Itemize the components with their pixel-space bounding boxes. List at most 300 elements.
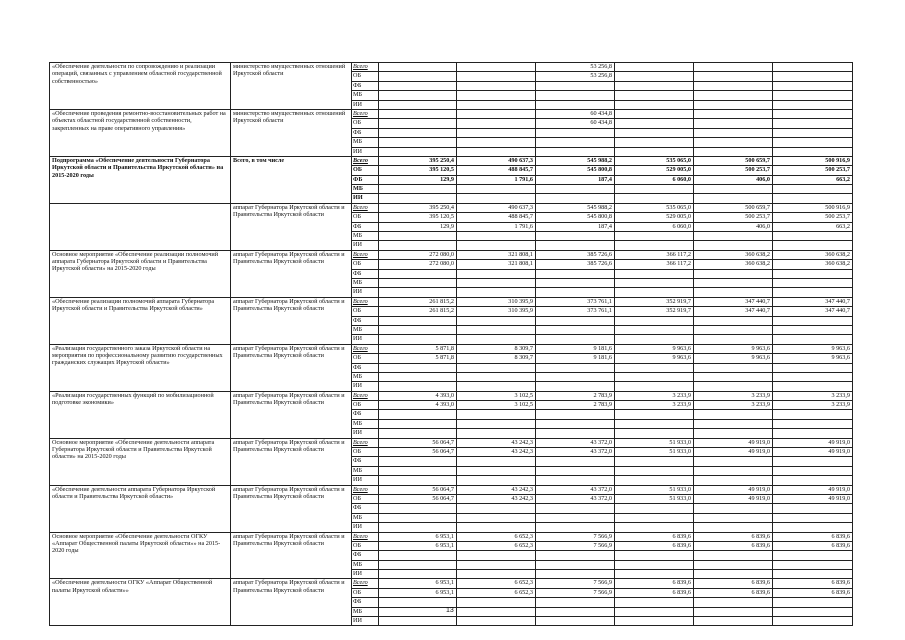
amount-cell <box>457 429 536 438</box>
amount-cell <box>536 513 615 522</box>
amount-cell <box>615 241 694 250</box>
amount-cell: 488 845,7 <box>457 213 536 222</box>
amount-cell <box>615 457 694 466</box>
funding-source-cell: ФБ <box>352 363 379 372</box>
amount-cell: 43 372,0 <box>536 494 615 503</box>
amount-cell <box>773 551 853 560</box>
funding-source-cell: ФБ <box>352 316 379 325</box>
funding-source-cell: МБ <box>352 513 379 522</box>
amount-cell: 60 434,8 <box>536 109 615 118</box>
amount-cell <box>694 232 773 241</box>
amount-cell <box>457 232 536 241</box>
amount-cell <box>615 382 694 391</box>
amount-cell: 7 566,9 <box>536 541 615 550</box>
amount-cell <box>457 185 536 194</box>
amount-cell: 310 395,9 <box>457 307 536 316</box>
amount-cell <box>773 363 853 372</box>
funding-source-cell: ИИ <box>352 147 379 156</box>
executor-cell: аппарат Губернатора Иркутской области и Правительства Иркутской области <box>231 485 352 532</box>
amount-cell: 49 919,0 <box>773 438 853 447</box>
funding-source-cell: ФБ <box>352 551 379 560</box>
funding-source-cell: МБ <box>352 325 379 334</box>
amount-cell: 43 372,0 <box>536 438 615 447</box>
executor-cell: министерство имущественных отношений Иркутской области <box>231 109 352 156</box>
amount-cell <box>615 232 694 241</box>
amount-cell: 49 919,0 <box>694 438 773 447</box>
program-name-cell: «Реализация государственного заказа Иркутской области на мероприятия по профессиональному развитию государственных гражданских служащих Иркутской области» <box>50 344 231 391</box>
amount-cell <box>536 288 615 297</box>
amount-cell: 9 963,6 <box>615 344 694 353</box>
amount-cell <box>615 372 694 381</box>
funding-source-cell: ОБ <box>352 401 379 410</box>
amount-cell <box>379 429 457 438</box>
amount-cell <box>457 372 536 381</box>
amount-cell <box>536 241 615 250</box>
amount-cell <box>379 278 457 287</box>
table-row <box>50 532 853 541</box>
funding-source-cell: Всего <box>352 532 379 541</box>
amount-cell <box>694 429 773 438</box>
amount-cell <box>694 119 773 128</box>
amount-cell <box>773 194 853 203</box>
program-name-cell: Подпрограмма «Обеспечение деятельности Губернатора Иркутской области и Правительства Иркутской области» на 2015-2020 годы <box>50 156 231 203</box>
program-name-cell: «Реализация государственных функций по мобилизационной подготовке экономики» <box>50 391 231 438</box>
amount-cell: 500 916,9 <box>773 156 853 165</box>
amount-cell <box>694 457 773 466</box>
amount-cell <box>379 551 457 560</box>
funding-source-cell: МБ <box>352 466 379 475</box>
amount-cell: 490 637,3 <box>457 203 536 212</box>
executor-cell: аппарат Губернатора Иркутской области и Правительства Иркутской области <box>231 344 352 391</box>
amount-cell <box>457 147 536 156</box>
funding-source-cell: ФБ <box>352 504 379 513</box>
amount-cell <box>457 100 536 109</box>
amount-cell <box>379 325 457 334</box>
funding-source-cell: МБ <box>352 372 379 381</box>
amount-cell: 347 440,7 <box>773 297 853 306</box>
amount-cell <box>457 419 536 428</box>
amount-cell <box>773 598 853 607</box>
amount-cell: 500 253,7 <box>694 166 773 175</box>
amount-cell: 51 933,0 <box>615 438 694 447</box>
funding-source-cell: ИИ <box>352 476 379 485</box>
amount-cell <box>457 382 536 391</box>
amount-cell <box>379 523 457 532</box>
amount-cell <box>457 194 536 203</box>
funding-source-cell: ОБ <box>352 448 379 457</box>
amount-cell <box>773 466 853 475</box>
amount-cell <box>694 316 773 325</box>
funding-source-cell: ФБ <box>352 81 379 90</box>
amount-cell <box>615 128 694 137</box>
amount-cell <box>457 523 536 532</box>
amount-cell <box>536 335 615 344</box>
amount-cell: 53 256,8 <box>536 63 615 72</box>
amount-cell <box>694 419 773 428</box>
amount-cell: 49 919,0 <box>773 448 853 457</box>
funding-source-cell: МБ <box>352 560 379 569</box>
amount-cell: 6 839,6 <box>773 579 853 588</box>
amount-cell <box>694 288 773 297</box>
amount-cell <box>694 269 773 278</box>
amount-cell: 4 393,0 <box>379 391 457 400</box>
amount-cell <box>694 513 773 522</box>
amount-cell <box>536 372 615 381</box>
amount-cell: 272 080,0 <box>379 250 457 259</box>
amount-cell: 6 060,0 <box>615 222 694 231</box>
amount-cell <box>773 100 853 109</box>
amount-cell <box>773 185 853 194</box>
amount-cell <box>615 419 694 428</box>
amount-cell <box>694 63 773 72</box>
amount-cell: 56 064,7 <box>379 485 457 494</box>
amount-cell <box>379 457 457 466</box>
funding-source-cell: ИИ <box>352 241 379 250</box>
amount-cell <box>773 288 853 297</box>
amount-cell <box>773 109 853 118</box>
amount-cell: 490 637,3 <box>457 156 536 165</box>
amount-cell <box>694 81 773 90</box>
amount-cell <box>615 100 694 109</box>
amount-cell <box>694 570 773 579</box>
amount-cell: 49 919,0 <box>773 485 853 494</box>
amount-cell <box>773 607 853 616</box>
amount-cell: 261 815,2 <box>379 307 457 316</box>
amount-cell <box>615 560 694 569</box>
funding-source-cell: Всего <box>352 485 379 494</box>
funding-source-cell: ИИ <box>352 617 379 626</box>
amount-cell <box>536 523 615 532</box>
table-body <box>50 63 853 626</box>
amount-cell: 9 963,6 <box>615 354 694 363</box>
program-name-cell <box>50 203 231 250</box>
amount-cell: 395 250,4 <box>379 203 457 212</box>
amount-cell <box>694 372 773 381</box>
amount-cell: 6 953,1 <box>379 579 457 588</box>
amount-cell: 6 060,0 <box>615 175 694 184</box>
executor-cell: аппарат Губернатора Иркутской области и Правительства Иркутской области <box>231 532 352 579</box>
funding-source-cell: Всего <box>352 344 379 353</box>
amount-cell: 60 434,8 <box>536 119 615 128</box>
amount-cell: 3 233,9 <box>773 401 853 410</box>
program-name-cell: «Обеспечение деятельности ОГКУ «Аппарат Общественной палаты Иркутской области»» <box>50 579 231 626</box>
amount-cell <box>615 513 694 522</box>
amount-cell: 3 233,9 <box>773 391 853 400</box>
amount-cell: 6 652,3 <box>457 579 536 588</box>
amount-cell <box>773 241 853 250</box>
amount-cell: 187,4 <box>536 175 615 184</box>
amount-cell <box>773 504 853 513</box>
amount-cell <box>379 100 457 109</box>
program-name-cell: «Обеспечение проведения ремонтно-восстановительных работ на объектах областной государственной собственности, закрепленных на праве оперативного управления» <box>50 109 231 156</box>
amount-cell: 6 839,6 <box>773 541 853 550</box>
amount-cell <box>615 335 694 344</box>
funding-source-cell: ОБ <box>352 307 379 316</box>
amount-cell <box>379 119 457 128</box>
amount-cell <box>615 109 694 118</box>
amount-cell <box>457 119 536 128</box>
amount-cell <box>615 147 694 156</box>
amount-cell <box>457 513 536 522</box>
amount-cell <box>457 109 536 118</box>
amount-cell: 366 117,2 <box>615 260 694 269</box>
amount-cell <box>773 232 853 241</box>
amount-cell: 129,9 <box>379 222 457 231</box>
amount-cell: 545 988,2 <box>536 156 615 165</box>
amount-cell <box>694 598 773 607</box>
amount-cell: 545 800,8 <box>536 166 615 175</box>
amount-cell <box>694 476 773 485</box>
amount-cell: 8 309,7 <box>457 354 536 363</box>
amount-cell <box>615 429 694 438</box>
amount-cell <box>457 316 536 325</box>
amount-cell <box>615 607 694 616</box>
funding-source-cell: ОБ <box>352 260 379 269</box>
amount-cell <box>457 457 536 466</box>
amount-cell: 8 309,7 <box>457 344 536 353</box>
funding-source-cell: ФБ <box>352 222 379 231</box>
amount-cell <box>536 269 615 278</box>
table-row <box>50 391 853 400</box>
amount-cell <box>379 419 457 428</box>
amount-cell: 3 233,9 <box>615 391 694 400</box>
funding-source-cell: Всего <box>352 250 379 259</box>
amount-cell: 6 839,6 <box>773 532 853 541</box>
amount-cell <box>536 617 615 626</box>
amount-cell <box>694 147 773 156</box>
amount-cell: 2 783,9 <box>536 401 615 410</box>
amount-cell <box>536 504 615 513</box>
amount-cell: 6 839,6 <box>773 588 853 597</box>
amount-cell <box>694 325 773 334</box>
amount-cell: 7 566,9 <box>536 532 615 541</box>
executor-cell: аппарат Губернатора Иркутской области и Правительства Иркутской области <box>231 438 352 485</box>
amount-cell <box>536 81 615 90</box>
amount-cell: 535 065,0 <box>615 203 694 212</box>
amount-cell <box>536 382 615 391</box>
funding-source-cell: МБ <box>352 232 379 241</box>
amount-cell: 488 845,7 <box>457 166 536 175</box>
amount-cell <box>457 570 536 579</box>
amount-cell <box>457 560 536 569</box>
amount-cell <box>379 335 457 344</box>
funding-source-cell: ОБ <box>352 588 379 597</box>
amount-cell: 51 933,0 <box>615 448 694 457</box>
amount-cell: 9 963,6 <box>694 354 773 363</box>
amount-cell: 5 871,8 <box>379 344 457 353</box>
amount-cell <box>536 100 615 109</box>
amount-cell: 6 839,6 <box>615 588 694 597</box>
amount-cell: 395 120,5 <box>379 213 457 222</box>
amount-cell: 43 372,0 <box>536 448 615 457</box>
amount-cell <box>457 504 536 513</box>
amount-cell <box>773 147 853 156</box>
amount-cell <box>773 382 853 391</box>
amount-cell: 406,0 <box>694 222 773 231</box>
funding-source-cell: ИИ <box>352 335 379 344</box>
amount-cell <box>457 410 536 419</box>
amount-cell <box>379 617 457 626</box>
amount-cell <box>773 513 853 522</box>
amount-cell: 1 791,6 <box>457 175 536 184</box>
amount-cell: 6 953,1 <box>379 532 457 541</box>
amount-cell <box>379 570 457 579</box>
amount-cell <box>694 72 773 81</box>
amount-cell <box>773 119 853 128</box>
amount-cell: 545 800,8 <box>536 213 615 222</box>
funding-source-cell: ФБ <box>352 457 379 466</box>
amount-cell <box>536 316 615 325</box>
amount-cell: 43 242,3 <box>457 485 536 494</box>
amount-cell: 43 372,0 <box>536 485 615 494</box>
amount-cell: 6 839,6 <box>615 579 694 588</box>
table-row <box>50 579 853 588</box>
funding-source-cell: Всего <box>352 156 379 165</box>
amount-cell <box>773 278 853 287</box>
amount-cell <box>694 607 773 616</box>
budget-table <box>49 62 853 626</box>
amount-cell <box>379 147 457 156</box>
amount-cell <box>457 128 536 137</box>
amount-cell <box>457 363 536 372</box>
amount-cell <box>536 457 615 466</box>
amount-cell <box>615 617 694 626</box>
amount-cell <box>379 513 457 522</box>
amount-cell <box>694 241 773 250</box>
amount-cell: 4 393,0 <box>379 401 457 410</box>
amount-cell <box>457 138 536 147</box>
amount-cell <box>457 466 536 475</box>
amount-cell <box>773 81 853 90</box>
amount-cell <box>536 551 615 560</box>
amount-cell <box>773 560 853 569</box>
amount-cell: 3 233,9 <box>615 401 694 410</box>
amount-cell <box>457 288 536 297</box>
amount-cell: 373 761,1 <box>536 297 615 306</box>
amount-cell <box>615 598 694 607</box>
funding-source-cell: ФБ <box>352 598 379 607</box>
table-row <box>50 344 853 353</box>
amount-cell <box>379 269 457 278</box>
funding-source-cell: ФБ <box>352 128 379 137</box>
funding-source-cell: ОБ <box>352 119 379 128</box>
amount-cell <box>615 138 694 147</box>
funding-source-cell: Всего <box>352 579 379 588</box>
amount-cell: 3 233,9 <box>694 401 773 410</box>
amount-cell: 347 440,7 <box>694 307 773 316</box>
amount-cell: 6 839,6 <box>694 532 773 541</box>
amount-cell <box>615 570 694 579</box>
amount-cell: 545 988,2 <box>536 203 615 212</box>
table-row <box>50 250 853 259</box>
amount-cell <box>694 100 773 109</box>
amount-cell <box>694 504 773 513</box>
amount-cell <box>379 363 457 372</box>
amount-cell: 385 726,6 <box>536 260 615 269</box>
amount-cell <box>615 269 694 278</box>
amount-cell <box>379 232 457 241</box>
amount-cell: 500 253,7 <box>773 166 853 175</box>
funding-source-cell: МБ <box>352 419 379 428</box>
funding-source-cell: МБ <box>352 278 379 287</box>
funding-source-cell: ИИ <box>352 523 379 532</box>
amount-cell <box>536 607 615 616</box>
amount-cell <box>379 109 457 118</box>
amount-cell <box>379 598 457 607</box>
amount-cell: 321 808,1 <box>457 260 536 269</box>
table-row <box>50 203 853 212</box>
amount-cell: 3 102,5 <box>457 401 536 410</box>
amount-cell: 43 242,3 <box>457 448 536 457</box>
funding-source-cell: Всего <box>352 203 379 212</box>
amount-cell <box>773 91 853 100</box>
amount-cell <box>536 363 615 372</box>
program-name-cell: Основное мероприятие «Обеспечение реализации полномочий аппарата Губернатора Иркутской области и Правительства Иркутской области» на 2015-2020 годы <box>50 250 231 297</box>
funding-source-cell: ИИ <box>352 570 379 579</box>
amount-cell: 9 963,6 <box>773 354 853 363</box>
amount-cell <box>615 119 694 128</box>
amount-cell <box>457 607 536 616</box>
amount-cell: 51 933,0 <box>615 485 694 494</box>
amount-cell: 9 963,6 <box>773 344 853 353</box>
amount-cell <box>694 335 773 344</box>
amount-cell <box>379 288 457 297</box>
amount-cell <box>457 72 536 81</box>
amount-cell <box>615 63 694 72</box>
amount-cell <box>615 91 694 100</box>
funding-source-cell: ОБ <box>352 72 379 81</box>
amount-cell: 500 253,7 <box>694 213 773 222</box>
amount-cell: 360 638,2 <box>773 250 853 259</box>
funding-source-cell: ФБ <box>352 269 379 278</box>
amount-cell <box>694 138 773 147</box>
amount-cell <box>694 91 773 100</box>
amount-cell: 395 250,4 <box>379 156 457 165</box>
amount-cell <box>379 607 457 616</box>
amount-cell: 360 638,2 <box>773 260 853 269</box>
amount-cell <box>615 363 694 372</box>
amount-cell: 529 005,0 <box>615 166 694 175</box>
funding-source-cell: ОБ <box>352 213 379 222</box>
amount-cell <box>694 551 773 560</box>
amount-cell: 347 440,7 <box>773 307 853 316</box>
amount-cell <box>379 382 457 391</box>
amount-cell: 9 963,6 <box>694 344 773 353</box>
funding-source-cell: ОБ <box>352 494 379 503</box>
amount-cell <box>694 466 773 475</box>
amount-cell <box>457 617 536 626</box>
amount-cell <box>773 335 853 344</box>
amount-cell: 56 064,7 <box>379 494 457 503</box>
amount-cell <box>536 128 615 137</box>
amount-cell: 187,4 <box>536 222 615 231</box>
amount-cell: 272 080,0 <box>379 260 457 269</box>
amount-cell <box>379 316 457 325</box>
table-row <box>50 297 853 306</box>
amount-cell <box>773 269 853 278</box>
amount-cell: 663,2 <box>773 175 853 184</box>
amount-cell <box>536 194 615 203</box>
amount-cell <box>773 419 853 428</box>
amount-cell: 3 233,9 <box>694 391 773 400</box>
funding-source-cell: Всего <box>352 297 379 306</box>
funding-source-cell: МБ <box>352 138 379 147</box>
amount-cell: 6 839,6 <box>694 541 773 550</box>
funding-source-cell: МБ <box>352 91 379 100</box>
amount-cell <box>379 466 457 475</box>
amount-cell: 535 065,0 <box>615 156 694 165</box>
amount-cell <box>694 382 773 391</box>
